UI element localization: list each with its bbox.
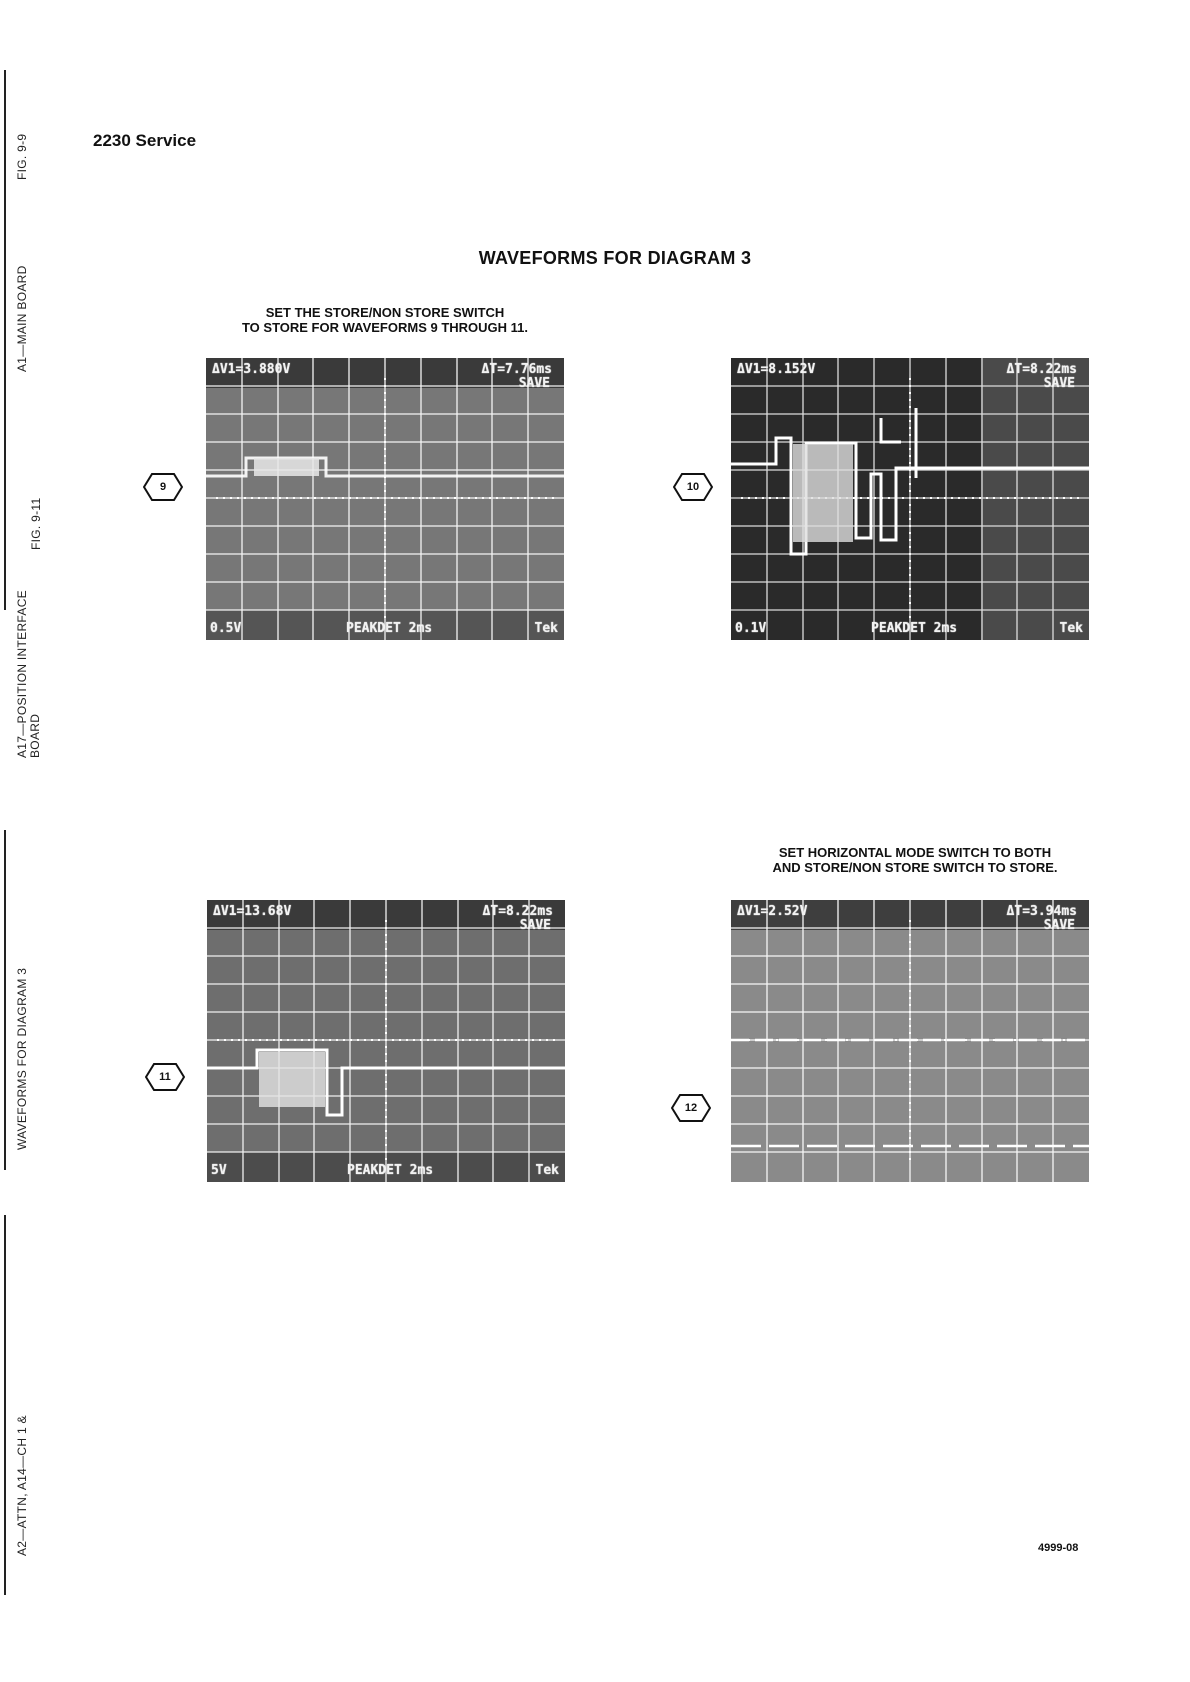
edge-rule-bottom [4, 1215, 6, 1595]
horizontal-mode-note-line2: AND STORE/NON STORE SWITCH TO STORE. [772, 860, 1058, 875]
waveform-12-delta-v: ΔV1=2.52V [737, 904, 808, 919]
waveform-11-scope [207, 900, 565, 1182]
waveform-10-delta-v: ΔV1=8.152V [737, 362, 816, 377]
waveform-12-number: 12 [684, 1102, 698, 1114]
waveform-9-scope [206, 358, 564, 640]
document-number: 4999-08 [1038, 1542, 1079, 1554]
store-switch-note [200, 305, 570, 335]
waveform-10-volts-div: 0.1V [735, 621, 767, 636]
side-tab-ref-fig-9-11: FIG. 9-11 [29, 497, 43, 550]
waveform-9-brand: Tek [534, 621, 558, 636]
horizontal-mode-note [720, 845, 1110, 875]
horizontal-mode-note-line1: SET HORIZONTAL MODE SWITCH TO BOTH [778, 845, 1052, 860]
waveform-9-delta-v: ΔV1=3.880V [212, 362, 291, 377]
waveform-12-badge [671, 1093, 711, 1123]
store-switch-note-line2: TO STORE FOR WAVEFORMS 9 THROUGH 11. [241, 320, 529, 335]
waveform-12-scope [731, 900, 1089, 1182]
waveform-11-delta-t: ΔT=8.22ms [482, 904, 553, 919]
side-tab-waveforms-diagram-3: WAVEFORMS FOR DIAGRAM 3 [15, 967, 29, 1150]
waveform-10-acq-mode: PEAKDET 2ms [871, 621, 958, 636]
waveform-12-graticule [731, 900, 1089, 1182]
waveform-9-volts-div: 0.5V [210, 621, 242, 636]
side-tab-main-board: A1—MAIN BOARD [15, 265, 29, 372]
waveform-9-delta-t: ΔT=7.76ms [481, 362, 552, 377]
store-switch-note-line1: SET THE STORE/NON STORE SWITCH [265, 305, 505, 320]
side-tab-attn-ch1: A2—ATTN, A14—CH 1 & [15, 1415, 29, 1556]
waveform-10-mode: SAVE [1043, 376, 1075, 391]
waveform-11-badge [145, 1062, 185, 1092]
running-head: 2230 Service [93, 131, 197, 150]
waveform-11-brand: Tek [535, 1163, 559, 1178]
waveform-10-graticule [731, 358, 1089, 640]
waveform-9-graticule [206, 358, 564, 640]
waveform-11-acq-mode: PEAKDET 2ms [347, 1163, 434, 1178]
side-tab-position-interface [16, 590, 42, 758]
side-tab-ref-fig-9-9: FIG. 9-9 [15, 133, 29, 180]
waveform-11-delta-v: ΔV1=13.68V [213, 904, 292, 919]
waveform-10-scope [731, 358, 1089, 640]
waveform-9-number: 9 [159, 481, 167, 493]
edge-rule-middle [4, 830, 6, 1170]
waveform-9-badge [143, 472, 183, 502]
side-tab-position-interface-line1: A17—POSITION INTERFACE [15, 590, 29, 758]
waveform-11-graticule [207, 900, 565, 1182]
waveform-11-volts-div: 5V [211, 1163, 227, 1178]
waveform-10-badge [673, 472, 713, 502]
waveform-12-delta-t: ΔT=3.94ms [1006, 904, 1077, 919]
waveform-9-mode: SAVE [518, 376, 550, 391]
waveform-10-number: 10 [686, 481, 700, 493]
waveform-11-number: 11 [159, 1071, 171, 1083]
waveform-10-brand: Tek [1059, 621, 1083, 636]
waveform-9-acq-mode: PEAKDET 2ms [346, 621, 433, 636]
page-title: WAVEFORMS FOR DIAGRAM 3 [478, 248, 752, 268]
waveform-12-mode: SAVE [1043, 918, 1075, 933]
side-tab-position-interface-line2: BOARD [28, 713, 42, 758]
edge-rule-top [4, 70, 6, 610]
waveform-10-delta-t: ΔT=8.22ms [1006, 362, 1077, 377]
waveform-11-mode: SAVE [519, 918, 551, 933]
